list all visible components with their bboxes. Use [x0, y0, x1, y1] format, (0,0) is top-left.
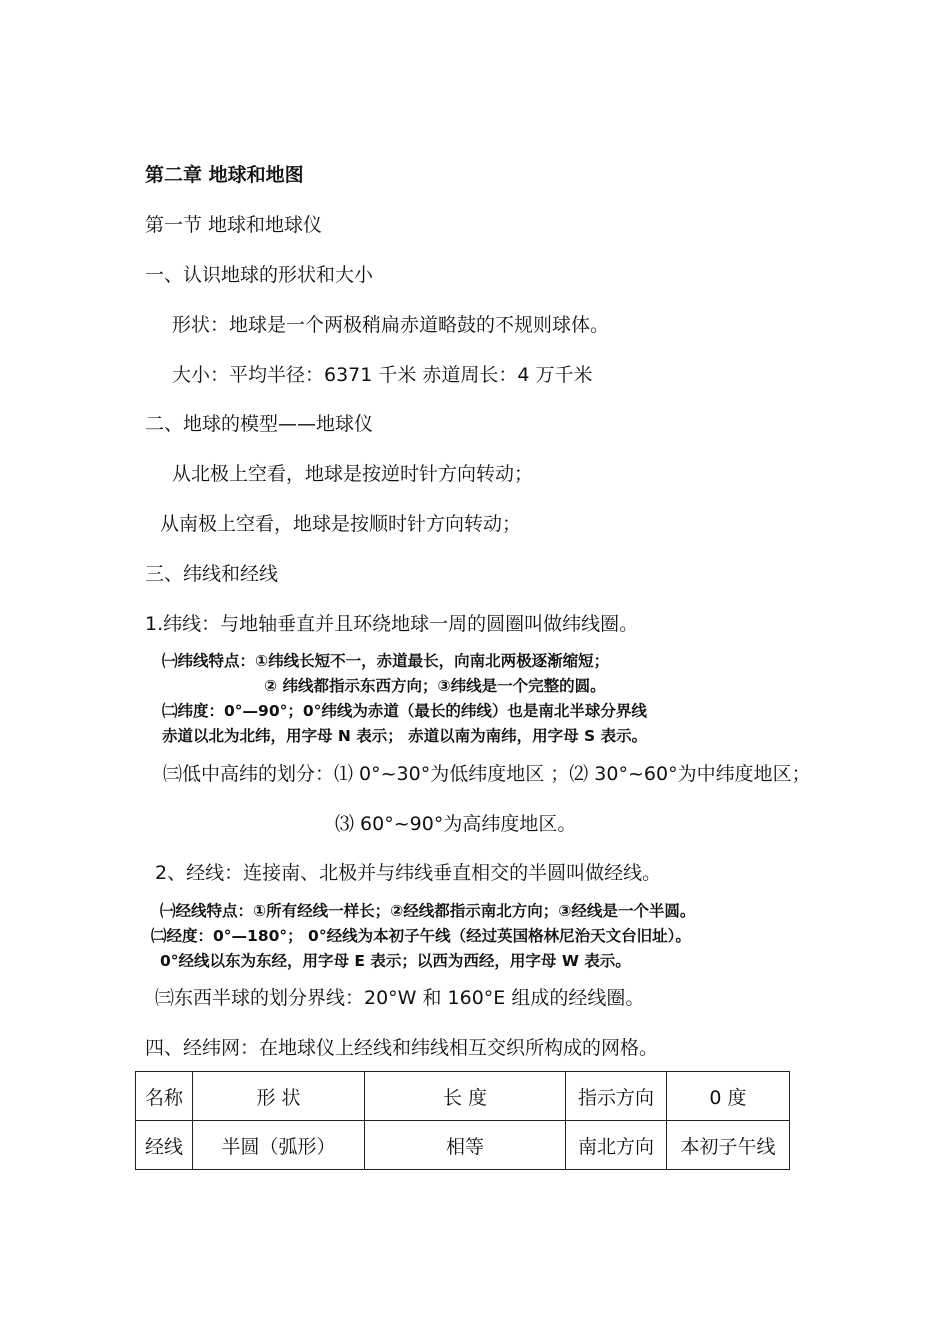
- latitude-north-south: 赤道以北为北纬，用字母 N 表示； 赤道以南为南纬，用字母 S 表示。: [162, 727, 648, 745]
- table-row: [136, 1121, 790, 1170]
- table-cell: 相等: [365, 1121, 566, 1170]
- size-text: 大小：平均半径：6371 千米 赤道周长：4 万千米: [172, 364, 593, 386]
- heading-4: 四、经纬网：在地球仪上经线和纬线相互交织所构成的网格。: [145, 1037, 659, 1059]
- table-header-cell: 形 状: [193, 1072, 365, 1121]
- table-header-cell: 长 度: [365, 1072, 566, 1121]
- south-view-text: 从南极上空看，地球是按顺时针方向转动；: [160, 513, 522, 535]
- graticule-table: [135, 1071, 790, 1170]
- table-header-row: [136, 1072, 790, 1121]
- table-cell: 经线: [136, 1121, 193, 1170]
- heading-2: 二、地球的模型——地球仪: [145, 413, 374, 435]
- longitude-degree: ㈡经度：0°—180°； 0°经线为本初子午线（经过英国格林尼治天文台旧址）。: [151, 927, 691, 945]
- table-cell: 南北方向: [566, 1121, 667, 1170]
- table-header-cell: 指示方向: [566, 1072, 667, 1121]
- hemisphere-boundary: ㈢东西半球的划分界线：20°W 和 160°E 组成的经线圈。: [155, 987, 645, 1009]
- latitude-features-1: ㈠纬线特点：①纬线长短不一，赤道最长，向南北两极逐渐缩短；: [162, 652, 610, 670]
- section-title: 第一节 地球和地球仪: [145, 214, 323, 236]
- longitude-east-west: 0°经线以东为东经，用字母 E 表示；以西为西经，用字母 W 表示。: [160, 952, 631, 970]
- table-cell: 本初子午线: [667, 1121, 790, 1170]
- north-view-text: 从北极上空看，地球是按逆时针方向转动；: [172, 463, 534, 485]
- latitude-degree: ㈡纬度：0°—90°；0°纬线为赤道（最长的纬线）也是南北半球分界线: [162, 702, 647, 720]
- latitude-definition: 1.纬线：与地轴垂直并且环绕地球一周的圆圈叫做纬线圈。: [145, 613, 639, 635]
- latitude-features-2: ② 纬线都指示东西方向；③纬线是一个完整的圆。: [264, 677, 606, 695]
- shape-text: 形状：地球是一个两极稍扁赤道略鼓的不规则球体。: [172, 314, 610, 336]
- longitude-definition: 2、经线：连接南、北极并与纬线垂直相交的半圆叫做经线。: [155, 862, 662, 884]
- heading-1: 一、认识地球的形状和大小: [145, 264, 374, 286]
- latitude-zones-2: ⑶ 60°~90°为高纬度地区。: [335, 813, 577, 835]
- table-header-cell: 0 度: [667, 1072, 790, 1121]
- table-header-cell: 名称: [136, 1072, 193, 1121]
- heading-3: 三、纬线和经线: [145, 563, 279, 585]
- latitude-zones-1: ㈢低中高纬的划分：⑴ 0°~30°为低纬度地区 ；⑵ 30°~60°为中纬度地区；: [163, 763, 811, 785]
- chapter-title: 第二章 地球和地图: [145, 164, 304, 186]
- longitude-features: ㈠经线特点：①所有经线一样长；②经线都指示南北方向；③经线是一个半圆。: [160, 902, 696, 920]
- table-cell: 半圆（弧形）: [193, 1121, 365, 1170]
